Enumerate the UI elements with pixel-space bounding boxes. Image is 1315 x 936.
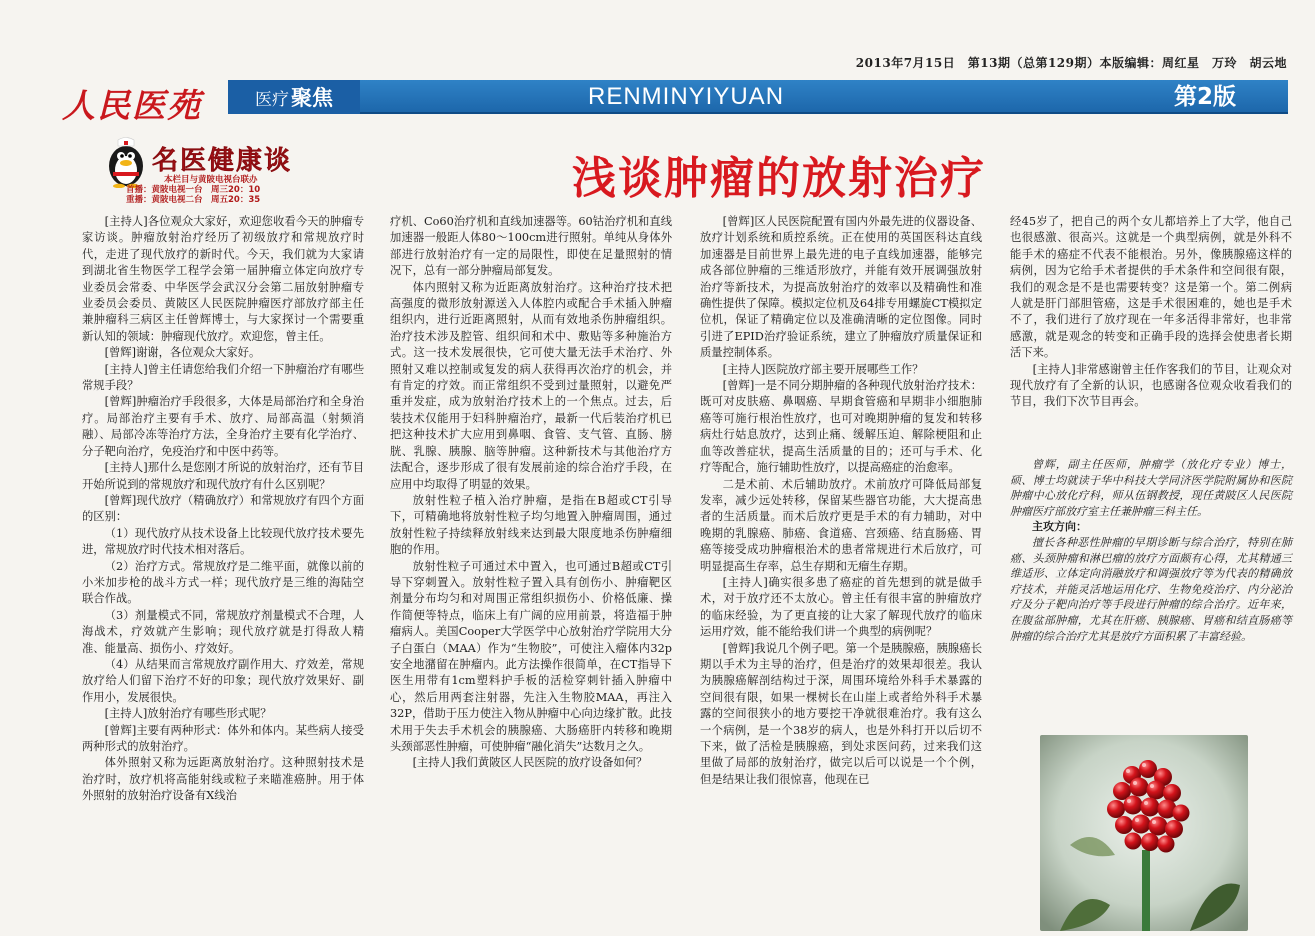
doctor-bio <box>1010 457 1292 644</box>
article-title: 浅谈肿瘤的放射治疗 <box>572 153 986 204</box>
paragraph: [曾辉]区人民医院配置有国内外最先进的仪器设备、放疗计划系统和质控系统。正在使用的英国医科达直线加速器是目前世界上最先进的电子直线加速器，能够完成各部位肿瘤的三维适形放疗，并能有效开展调强放射治疗等新技术，为提高放射治疗的效率以及精确性和准确性提供了保障。模拟定位机及64排专用螺旋CT模拟定位机，保证了精确定位以及准确清晰的定位图像。同时引进了EPID治疗验证系统，建立了肿瘤放疗质量保证和质量控制体系。 <box>700 215 982 360</box>
newspaper-logo: 人民医苑 <box>62 86 202 125</box>
article-column-1 <box>82 214 364 914</box>
paragraph: [曾辉]现代放疗（精确放疗）和常规放疗有四个方面的区别： <box>82 493 364 524</box>
paragraph: 二是术前、术后辅助放疗。术前放疗可降低局部复发率，减少远处转移，保留某些器官功能，大大提高患者的生活质量。而术后放疗更是手术的有力辅助，对中晚期的乳腺癌、肺癌、食道癌、宫颈癌、结直肠癌、胃癌等接受成功肿瘤根治术的患者常规进行术后放疗，可明显提高生存率，总生存期和无瘤生存期。 <box>700 477 982 573</box>
paragraph: 体外照射又称为远距离放射治疗。这种照射技术是治疗时，放疗机将高能射线或粒子来瞄准癌肿。用于体外照射的放射治疗设备有X线治 <box>82 756 364 803</box>
broadcast-time-repeat: 重播：黄陂电视二台 周五20：35 <box>126 195 261 205</box>
paragraph: [主持人]那什么是您刚才所说的放射治疗，还有节目开始所说到的常规放疗和现代放疗有什么区别呢？ <box>82 461 364 491</box>
paragraph: [主持人]确实很多患了癌症的首先想到的就是做手术，对于放疗还不太放心。曾主任有很丰富的肿瘤放疗的临床经验，为了更直接的让大家了解现代放疗的临床运用疗效，能不能给我们讲一个典型的病例呢？ <box>700 575 982 639</box>
page-number: 第2版 <box>1173 84 1236 110</box>
section-label-big: 聚焦 <box>291 86 333 110</box>
paragraph: [主持人]非常感谢曾主任作客我们的节目，让观众对现代放疗有了全新的认识，也感谢各位观众收看我们的节目，我们下次节目再会。 <box>1010 362 1292 409</box>
bio-direction-title: 主攻方向： <box>1032 520 1087 534</box>
paragraph: [主持人]放射治疗有哪些形式呢？ <box>104 707 272 721</box>
paragraph: [曾辉]谢谢，各位观众大家好。 <box>104 346 261 360</box>
paragraph: 放射性粒子植入治疗肿瘤，是指在B超或CT引导下，可精确地将放射性粒子均匀地置入肿瘤周围，通过放射性粒子持续释放射线来达到最大限度地杀伤肿瘤细胞的作用。 <box>390 493 672 557</box>
paragraph: 体内照射又称为近距离放射治疗。这种治疗技术把高强度的微形放射源送入人体腔内或配合手术插入肿瘤组织内，进行近距离照射，从而有效地杀伤肿瘤组织。治疗技术涉及腔管、组织间和术中、敷贴等多种施治方式。这一技术发展很快，它可使大量无法手术治疗、外照射又难以控制或复发的病人获得再次治疗的机会，并有肯定的疗效。而正常组织不受到过量照射，以避免严重并发症，成为放射治疗技术上的一个焦点。过去，后装技术仅能用于妇科肿瘤治疗，最新一代后装治疗机已把这种技术扩大应用到鼻咽、食管、支气管、直肠、膀胱、乳腺、胰腺、脑等肿瘤。这种新技术与其他治疗方法配合，逐步形成了很有发展前途的综合治疗手段，在应用中均取得了明显的效果。 <box>390 280 672 491</box>
paragraph: [曾辉]一是不同分期肿瘤的各种现代放射治疗技术：既可对皮肤癌、鼻咽癌、早期食管癌和早期非小细胞肺癌等可施行根治性放疗，也可对晚期肿瘤的复发和转移病灶行姑息放疗，达到止痛、缓解压迫、解除梗阻和止血等改善症状，提高生活质量的目的；还可与手术、化疗等配合，施行辅助性放疗，以提高癌症的治愈率。 <box>700 379 982 475</box>
column-subtitle: 本栏目与黄陂电视台联办 <box>164 175 258 185</box>
bio-intro: 曾辉，副主任医师，肿瘤学（放化疗专业）博士，硕、博士均就读于华中科技大学同济医学院附属协和医院肿瘤中心放化疗科，师从伍钢教授，现任黄陂区人民医院肿瘤医疗部放疗室主任兼肿瘤三科主任。 <box>1010 458 1292 518</box>
dateline: 2013年7月15日 第13期（总第129期）本版编辑：周红星 万玲 胡云地 <box>855 56 1287 70</box>
paragraph: [主持人]曾主任请您给我们介绍一下肿瘤治疗有哪些常规手段？ <box>82 362 364 393</box>
paragraph: （4）从结果而言常规放疗副作用大、疗效差，常规放疗给人们留下治疗不好的印象；现代放疗效果好、副作用小，发展很快。 <box>82 657 364 704</box>
section-label-text: 医疗 <box>255 89 289 110</box>
article-column-4 <box>1010 214 1292 444</box>
article-column-2 <box>390 214 672 914</box>
article-column-3 <box>700 214 982 914</box>
column-title: 名医健康谈 <box>152 146 293 176</box>
paragraph: [曾辉]肿瘤治疗手段很多，大体是局部治疗和全身治疗。局部治疗主要有手术、放疗、局部高温（射频消融）、局部冷冻等治疗方法，全身治疗主要有化学治疗、分子靶向治疗，免疫治疗和中医中药等。 <box>82 395 364 458</box>
pinyin-masthead: RENMINYIYUAN <box>588 83 785 110</box>
column-banner <box>104 134 314 204</box>
header-bar <box>228 80 1288 114</box>
paragraph: 放射性粒子可通过术中置入，也可通过B超或CT引导下穿刺置入。放射性粒子置入具有创伤小、肿瘤靶区剂量分布均匀和对周围正常组织损伤小、价格低廉、操作简便等特点，临床上有广阔的应用前景，将造福于肿瘤病人。美国Cooper大学医学中心放射治疗学院用大分子白蛋白（MAA）作为“生物胶”，可使注入瘤体内32p安全地潴留在肿瘤内。此方法操作很简单，在CT指导下医生用带有1cm塑料护手板的活检穿刺针插入肿瘤中心，然后用两套注射器，先注入生物胶MAA，再注入32P，借助于压力使注入物从肿瘤中心向边缘扩散。此技术用于失去手术机会的胰腺癌、大肠癌肝内转移和晚期头颈部恶性肿瘤，可使肿瘤“融化消失”达数月之久。 <box>390 559 672 753</box>
paragraph: 经45岁了，把自己的两个女儿都培养上了大学，他自己也很感激、很高兴。这就是一个典型病例，就是外科不能手术的癌症不代表不能根治。另外，像胰腺癌这样的病例，因为它给手术者提供的手术条件和空间很有限，我们的观念是不是也需要转变？这是第一个。第二例病人就是肝门部胆管癌，这是手术很困难的，她也是手术不了，我们进行了放疗现在一年多活得非常好，也非常感激，就是观念的转变和正确手段的选择会使患者长期活下来。 <box>1010 215 1292 360</box>
broadcast-time-first: 首播：黄陂电视一台 周三20：10 <box>126 185 261 195</box>
paragraph: [主持人]各位观众大家好，欢迎您收看今天的肿瘤专家访谈。肿瘤放射治疗经历了初级放疗和常规放疗时代，走进了现代放疗的新时代。今天，我们就为大家请到湖北省生物医学工程学会第一届肿瘤立体定向放疗专业委员会常委、中华医学会武汉分会第二届放射肿瘤专业委员会委员、黄陂区人民医院肿瘤医疗部放疗部主任兼肿瘤科三病区主任曾辉博士，与大家探讨一个需要重新认知的领域：肿瘤现代放疗。欢迎您，曾主任。 <box>82 215 364 343</box>
paragraph: （1）现代放疗从技术设备上比较现代放疗技术要先进，常规放疗时代技术相对落后。 <box>82 526 364 557</box>
paragraph: [曾辉]主要有两种形式：体外和体内。某些病人接受两种形式的放射治疗。 <box>82 723 364 753</box>
paragraph: 疗机、Co60治疗机和直线加速器等。60钴治疗机和直线加速器一般距人体80～100cm进行照射。单纯从身体外部进行放射治疗有一定的局限性，即使在足量照射的情况下，总有一部分肿瘤局部复发。 <box>390 215 672 278</box>
paragraph: [曾辉]我说几个例子吧。第一个是胰腺癌，胰腺癌长期以手术为主导的治疗，但是治疗的效果却很差。我认为胰腺癌解剖结构过于深，周围环境给外科手术暴露的空间很有限，如果一棵树长在山崖上或者给外科手术暴露的空间很狭小的地方要挖干净就很难治疗。我有这么一个病例，是一个38岁的病人，也是外科打开以后切不下来，做了活检是胰腺癌，到处求医问药，过来我们这里做了局部的放射治疗，做完以后可以说是一个个例，但是结果让我们很惊喜，他现在已 <box>700 641 982 786</box>
penguin-mascot-icon <box>104 136 150 188</box>
section-label <box>228 80 360 114</box>
paragraph: （2）治疗方式。常规放疗是二维平面，就像以前的小米加步枪的战斗方式一样；现代放疗是三维的海陆空联合作战。 <box>82 559 364 606</box>
berry-plant-photo <box>1040 735 1248 931</box>
berry-plant-image <box>1040 735 1248 931</box>
paragraph: （3）剂量模式不同，常规放疗剂量模式不合理，人海战术，疗效就产生影响；现代放疗就是打得敌人精准、能量高、损伤小、疗效好。 <box>82 608 364 655</box>
bio-direction: 擅长各种恶性肿瘤的早期诊断与综合治疗，特别在肺癌、头颈肿瘤和淋巴瘤的放疗方面颇有心得，尤其精通三维适形、立体定向消融放疗和调强放疗等为代表的精确放疗技术，并能灵活地运用化疗、生物免疫治疗、内分泌治疗及分子靶向治疗等手段进行肿瘤的综合治疗。近年来，在腹盆部肿瘤，尤其在肝癌、胰腺癌、胃癌和结直肠癌等肿瘤的综合治疗尤其是放疗方面积累了丰富经验。 <box>1010 535 1292 643</box>
broadcast-times <box>126 185 260 205</box>
paragraph: [主持人]医院放疗部主要开展哪些工作？ <box>722 362 924 376</box>
paragraph: [主持人]我们黄陂区人民医院的放疗设备如何？ <box>412 756 648 770</box>
